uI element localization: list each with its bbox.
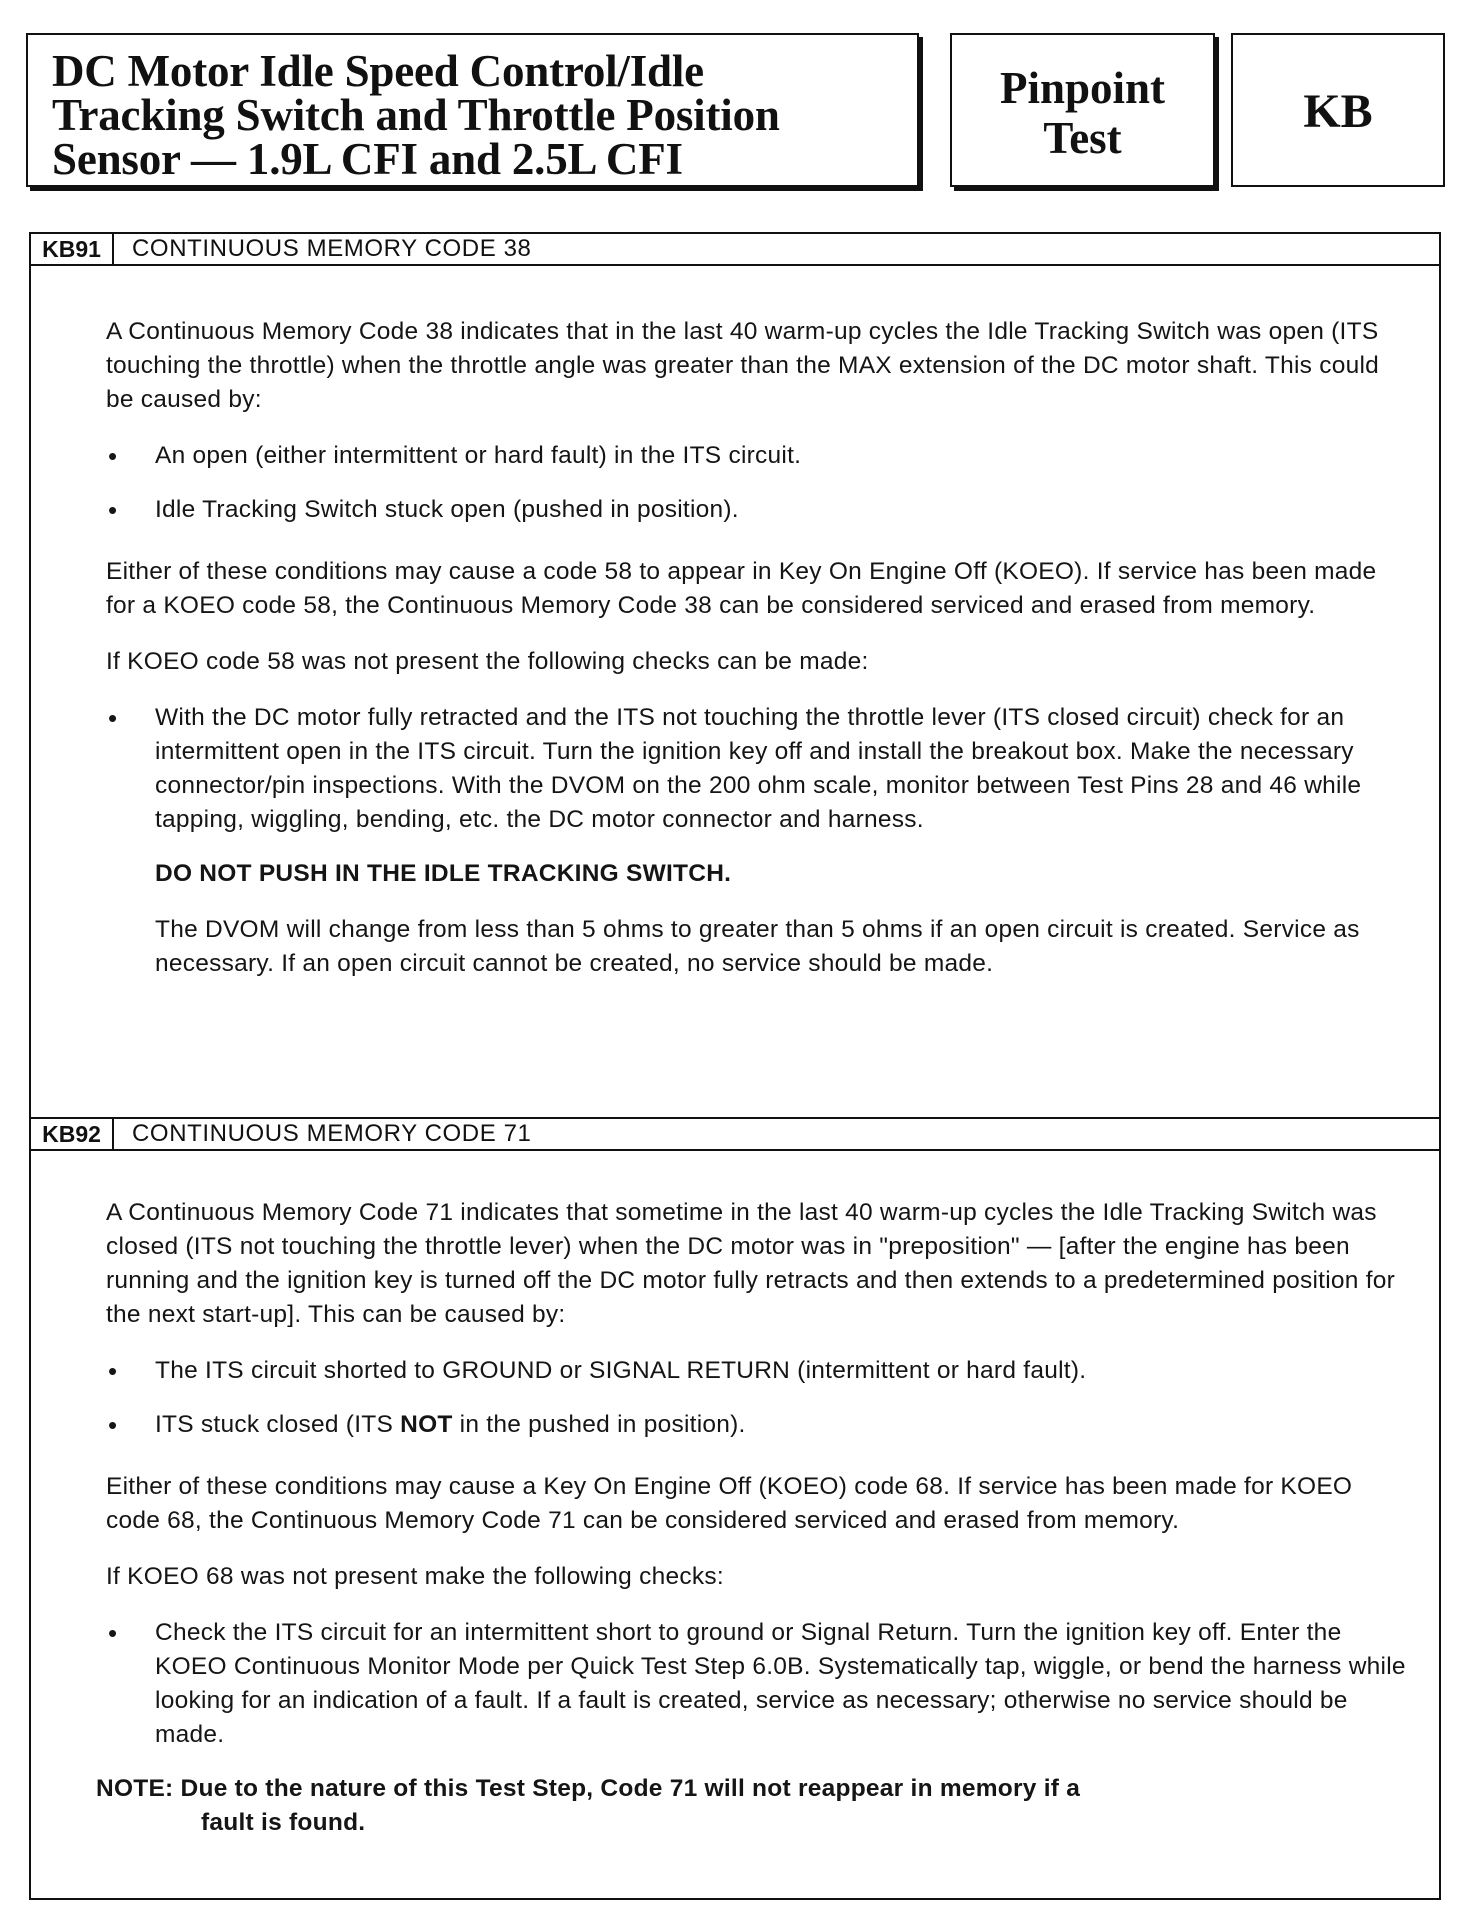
pinpoint-test-label (950, 33, 1215, 187)
kb92-check: Check the ITS circuit for an intermittent short to ground or Signal Return. Turn the ignition key off. Enter the KOEO Continuous Monitor Mode per Quick Test Step 6.0B. Systematically tap, wiggle, or bend the harness while looking for an indication of a fault. If a fault is created, service as necessary; otherwise no service should be made. (155, 1619, 1406, 1748)
bullet-icon: • (108, 495, 118, 525)
list-item (106, 701, 1406, 837)
bullet-icon: • (108, 1356, 118, 1386)
bullet-icon: • (108, 1410, 118, 1440)
pinpoint-line-1: Pinpoint (999, 63, 1166, 113)
list-item (106, 493, 1406, 527)
step-title-kb91: CONTINUOUS MEMORY CODE 38 (132, 235, 532, 262)
title-line-2: Tracking Switch and Throttle Position (52, 90, 780, 140)
bullet-icon: • (108, 441, 118, 471)
kb92-bullet-2-post: in the pushed in position). (452, 1411, 746, 1438)
kb91-bullet-1: An open (either intermittent or hard fault) in the ITS circuit. (155, 442, 802, 469)
pinpoint-line-2: Test (1043, 113, 1122, 163)
kb92-bullet-2-pre: ITS stuck closed (ITS (155, 1411, 401, 1438)
step-header-kb92 (31, 1117, 1439, 1151)
kb92-bullet-1: The ITS circuit shorted to GROUND or SIGNAL RETURN (intermittent or hard fault). (155, 1357, 1087, 1384)
kb92-bullet-2-bold: NOT (400, 1411, 453, 1438)
kb91-para-3: If KOEO code 58 was not present the following checks can be made: (106, 648, 869, 675)
page-title (26, 33, 919, 187)
list-item (106, 439, 1406, 473)
title-line-3: Sensor — 1.9L CFI and 2.5L CFI (52, 134, 683, 184)
kb91-check: With the DC motor fully retracted and the ITS not touching the throttle lever (ITS closed circuit) check for an intermittent open in the ITS circuit. Turn the ignition key off and install the breakout box. Make the necessary connector/pin inspections. With the DVOM on the 200 ohm scale, monitor between Test Pins 28 and 46 while tapping, wiggling, bending, etc. the DC motor connector and harness. (155, 704, 1362, 833)
step-body-kb92 (96, 1196, 1406, 1840)
list-item (106, 1616, 1406, 1752)
kb91-para-2: Either of these conditions may cause a code 58 to appear in Key On Engine Off (KOEO). If service has been made for a KOEO code 58, the Continuous Memory Code 38 can be considered serviced and erased from memory. (106, 558, 1377, 619)
kb91-intro: A Continuous Memory Code 38 indicates that in the last 40 warm-up cycles the Idle Tracking Switch was open (ITS touching the throttle) when the throttle angle was greater than the MAX extension of the DC motor shaft. This could be caused by: (106, 318, 1380, 413)
bullet-icon: • (108, 1618, 118, 1648)
note-label: NOTE: (96, 1775, 174, 1802)
test-steps-frame (29, 232, 1441, 1900)
step-code-kb92: KB92 (31, 1119, 114, 1149)
note-line-1: Due to the nature of this Test Step, Code 71 will not reappear in memory if a (180, 1775, 1081, 1802)
title-line-1: DC Motor Idle Speed Control/Idle (52, 46, 704, 96)
kb91-bullet-2: Idle Tracking Switch stuck open (pushed in position). (155, 496, 739, 523)
bullet-icon: • (108, 703, 118, 733)
kb92-para-2: Either of these conditions may cause a Key On Engine Off (KOEO) code 68. If service has been made for KOEO code 68, the Continuous Memory Code 71 can be considered serviced and erased from memory. (106, 1473, 1353, 1534)
test-code-label: KB (1231, 33, 1445, 187)
kb92-para-3: If KOEO 68 was not present make the following checks: (106, 1563, 724, 1590)
step-header-kb91 (31, 234, 1439, 266)
kb92-note (96, 1772, 1406, 1840)
note-line-2: fault is found. (201, 1809, 366, 1836)
step-body-kb91 (106, 315, 1406, 1003)
step-title-kb92: CONTINUOUS MEMORY CODE 71 (132, 1120, 532, 1147)
kb91-result: The DVOM will change from less than 5 ohms to greater than 5 ohms if an open circuit is created. Service as necessary. If an open circuit cannot be created, no service should be made. (155, 916, 1360, 977)
list-item (106, 1408, 1406, 1442)
list-item (106, 1354, 1406, 1388)
kb91-warning: DO NOT PUSH IN THE IDLE TRACKING SWITCH. (155, 860, 732, 887)
step-code-kb91: KB91 (31, 234, 114, 264)
kb92-intro: A Continuous Memory Code 71 indicates that sometime in the last 40 warm-up cycles the Idle Tracking Switch was closed (ITS not touching the throttle lever) when the DC motor was in "preposition" — [after the engine has been running and the ignition key is turned off the DC motor fully retracts and then extends to a predetermined position for the next start-up]. This can be caused by: (106, 1199, 1396, 1328)
